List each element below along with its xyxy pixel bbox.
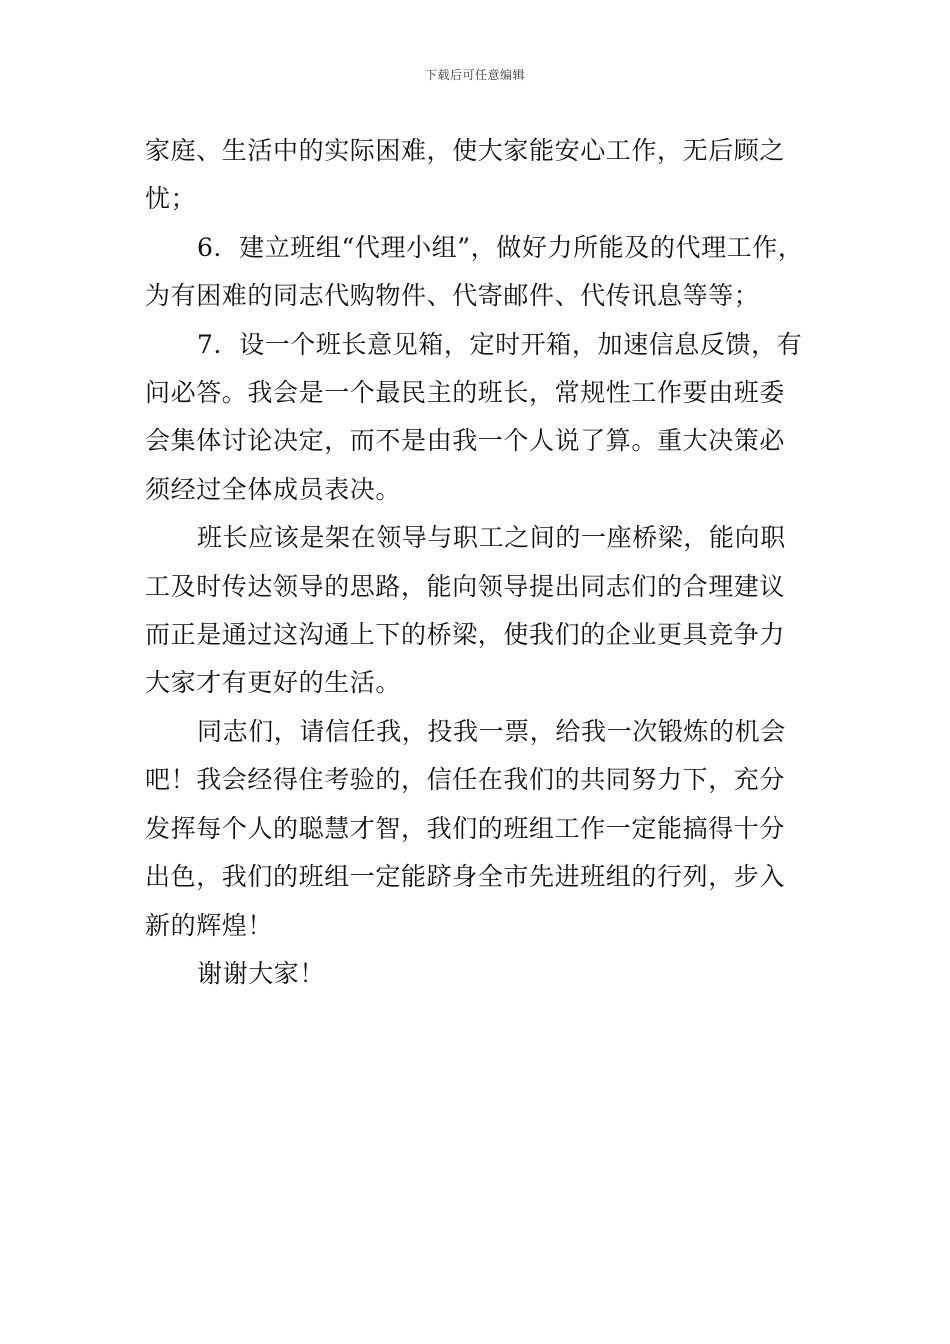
header-note: 下载后可任意编辑	[424, 68, 525, 82]
paragraph-item-6: 6．建立班组“代理小组”，做好力所能及的代理工作，为有困难的同志代购物件、代寄邮件、代传讯息等等；	[145, 232, 804, 311]
paragraph-thanks: 谢谢大家！	[197, 958, 326, 988]
paragraph-continuation: 家庭、生活中的实际困难，使大家能安心工作，无后顾之忧；	[145, 136, 786, 214]
paragraph-item-7: 7．设一个班长意见箱，定时开箱，加速信息反馈，有问必答。我会是一个最民主的班长，常规性工作要由班委会集体讨论决定，而不是由我一个人说了算。重大决策必须经过全体成员表决。	[145, 329, 803, 504]
paragraph-appeal: 同志们，请信任我，投我一票，给我一次锻炼的机会吧！我会经得住考验的，信任在我们的共同努力下，充分发挥每个人的聪慧才智，我们的班组工作一定能搞得十分出色，我们的班组一定能跻身全市先进班组的行列，步入新的辉煌！	[145, 716, 786, 940]
paragraph-bridge: 班长应该是架在领导与职工之间的一座桥梁，能向职工及时传达领导的思路，能向领导提出同志们的合理建议而正是通过这沟通上下的桥梁，使我们的企业更具竞争力大家才有更好的生活。	[145, 523, 786, 698]
document-body	[145, 127, 810, 998]
